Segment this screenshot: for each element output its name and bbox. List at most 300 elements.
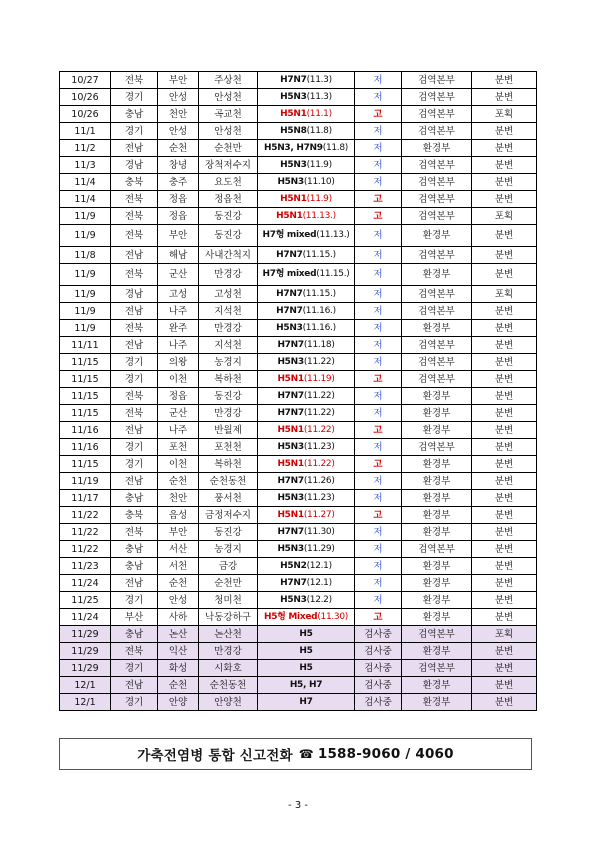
cell-date: 11/22 bbox=[60, 507, 111, 524]
cell-agency: 검역본부 bbox=[402, 247, 472, 264]
detection-date: (11.9) bbox=[306, 159, 332, 170]
cell-site: 곡교천 bbox=[199, 106, 258, 123]
cell-province: 충남 bbox=[111, 490, 158, 507]
table-row bbox=[60, 89, 537, 106]
detection-date: (12.2) bbox=[306, 594, 332, 605]
cell-strain bbox=[258, 643, 355, 660]
detection-date: (11.26) bbox=[303, 475, 335, 486]
table-row bbox=[60, 558, 537, 575]
cell-pathogenicity: 저 bbox=[355, 490, 402, 507]
cell-city: 완주 bbox=[158, 320, 199, 337]
cell-date: 11/9 bbox=[60, 225, 111, 247]
cell-pathogenicity: 고 bbox=[355, 507, 402, 524]
cell-date: 11/24 bbox=[60, 609, 111, 626]
cell-agency: 검역본부 bbox=[402, 191, 472, 208]
cell-city: 정읍 bbox=[158, 191, 199, 208]
table-row bbox=[60, 191, 537, 208]
cell-date: 11/2 bbox=[60, 140, 111, 157]
cell-method: 분변 bbox=[472, 677, 537, 694]
cell-date: 11/15 bbox=[60, 405, 111, 422]
strain-type: H5N3 bbox=[277, 176, 304, 187]
cell-date: 11/15 bbox=[60, 388, 111, 405]
table-row bbox=[60, 208, 537, 225]
detection-date: (11.8) bbox=[322, 142, 348, 153]
cell-method: 분변 bbox=[472, 264, 537, 286]
cell-strain bbox=[258, 541, 355, 558]
cell-method: 분변 bbox=[472, 225, 537, 247]
cell-agency: 환경부 bbox=[402, 592, 472, 609]
detection-date: (11.23) bbox=[303, 441, 335, 452]
cell-method: 포획 bbox=[472, 106, 537, 123]
cell-agency: 환경부 bbox=[402, 609, 472, 626]
report-hotline-box bbox=[59, 738, 532, 770]
cell-date: 11/29 bbox=[60, 660, 111, 677]
cell-date: 11/16 bbox=[60, 439, 111, 456]
strain-type: H5N3, H7N9 bbox=[264, 142, 323, 153]
cell-method: 분변 bbox=[472, 575, 537, 592]
cell-province: 전북 bbox=[111, 524, 158, 541]
cell-strain bbox=[258, 694, 355, 711]
cell-method: 포획 bbox=[472, 626, 537, 643]
cell-province: 전남 bbox=[111, 140, 158, 157]
cell-pathogenicity: 저 bbox=[355, 592, 402, 609]
cell-strain bbox=[258, 264, 355, 286]
cell-agency: 환경부 bbox=[402, 140, 472, 157]
table-row bbox=[60, 72, 537, 89]
detection-date: (11.15.) bbox=[316, 269, 350, 279]
table-row bbox=[60, 592, 537, 609]
cell-site: 낙동강하구 bbox=[199, 609, 258, 626]
cell-strain bbox=[258, 490, 355, 507]
strain-type: H7N7 bbox=[277, 407, 304, 418]
cell-method: 분변 bbox=[472, 191, 537, 208]
cell-pathogenicity: 저 bbox=[355, 286, 402, 303]
cell-pathogenicity: 고 bbox=[355, 609, 402, 626]
cell-site: 안양천 bbox=[199, 694, 258, 711]
cell-strain bbox=[258, 422, 355, 439]
cell-pathogenicity: 검사중 bbox=[355, 660, 402, 677]
detection-date: (11.13.) bbox=[316, 230, 350, 240]
cell-agency: 환경부 bbox=[402, 677, 472, 694]
cell-method: 분변 bbox=[472, 422, 537, 439]
strain-type: H5N1 bbox=[280, 193, 307, 204]
cell-strain bbox=[258, 592, 355, 609]
cell-city: 부안 bbox=[158, 225, 199, 247]
strain-type: H5형 Mixed bbox=[263, 611, 318, 622]
cell-city: 부안 bbox=[158, 524, 199, 541]
cell-date: 11/8 bbox=[60, 247, 111, 264]
table-row bbox=[60, 371, 537, 388]
table-row bbox=[60, 174, 537, 191]
table-row bbox=[60, 286, 537, 303]
hotline-label: 가축전염병 통합 신고전화 bbox=[137, 748, 293, 764]
cell-agency: 검역본부 bbox=[402, 660, 472, 677]
cell-date: 11/22 bbox=[60, 524, 111, 541]
cell-city: 익산 bbox=[158, 643, 199, 660]
cell-method: 분변 bbox=[472, 592, 537, 609]
cell-strain bbox=[258, 337, 355, 354]
cell-city: 의왕 bbox=[158, 354, 199, 371]
cell-method: 분변 bbox=[472, 405, 537, 422]
cell-province: 경기 bbox=[111, 439, 158, 456]
strain-type: H5 bbox=[299, 645, 313, 656]
strain-type: H5N3 bbox=[277, 492, 304, 503]
cell-agency: 검역본부 bbox=[402, 72, 472, 89]
cell-city: 서산 bbox=[158, 541, 199, 558]
cell-city: 고성 bbox=[158, 286, 199, 303]
strain-type: H5N1 bbox=[277, 458, 304, 469]
cell-city: 이천 bbox=[158, 371, 199, 388]
cell-site: 만경강 bbox=[199, 264, 258, 286]
cell-agency: 검역본부 bbox=[402, 626, 472, 643]
cell-pathogenicity: 저 bbox=[355, 473, 402, 490]
cell-city: 군산 bbox=[158, 405, 199, 422]
cell-date: 11/29 bbox=[60, 626, 111, 643]
cell-strain bbox=[258, 439, 355, 456]
cell-date: 11/15 bbox=[60, 371, 111, 388]
cell-city: 안성 bbox=[158, 89, 199, 106]
cell-city: 부안 bbox=[158, 72, 199, 89]
cell-strain bbox=[258, 174, 355, 191]
table-row bbox=[60, 337, 537, 354]
strain-type: H5N3 bbox=[276, 322, 303, 333]
cell-pathogenicity: 저 bbox=[355, 320, 402, 337]
cell-method: 분변 bbox=[472, 337, 537, 354]
cell-city: 순천 bbox=[158, 677, 199, 694]
cell-province: 전북 bbox=[111, 208, 158, 225]
cell-date: 11/9 bbox=[60, 208, 111, 225]
cell-site: 만경강 bbox=[199, 320, 258, 337]
cell-province: 경남 bbox=[111, 286, 158, 303]
avian-influenza-detection-table bbox=[59, 71, 537, 711]
cell-method: 분변 bbox=[472, 388, 537, 405]
cell-agency: 환경부 bbox=[402, 643, 472, 660]
cell-method: 포획 bbox=[472, 208, 537, 225]
hotline-numbers: 1588-9060 / 4060 bbox=[317, 746, 454, 762]
cell-agency: 환경부 bbox=[402, 405, 472, 422]
strain-type: H5N1 bbox=[277, 424, 304, 435]
cell-site: 정읍천 bbox=[199, 191, 258, 208]
cell-city: 안성 bbox=[158, 592, 199, 609]
cell-method: 분변 bbox=[472, 247, 537, 264]
table-row bbox=[60, 643, 537, 660]
table-row bbox=[60, 422, 537, 439]
cell-pathogenicity: 저 bbox=[355, 89, 402, 106]
table-row bbox=[60, 439, 537, 456]
cell-site: 안성천 bbox=[199, 89, 258, 106]
cell-agency: 환경부 bbox=[402, 473, 472, 490]
cell-date: 12/1 bbox=[60, 677, 111, 694]
cell-date: 11/15 bbox=[60, 456, 111, 473]
cell-method: 분변 bbox=[472, 72, 537, 89]
table-row bbox=[60, 225, 537, 247]
strain-type: H7N7 bbox=[277, 390, 304, 401]
cell-strain bbox=[258, 208, 355, 225]
cell-site: 순천동천 bbox=[199, 677, 258, 694]
detection-date: (11.16.) bbox=[302, 305, 336, 316]
cell-pathogenicity: 저 bbox=[355, 247, 402, 264]
table-row bbox=[60, 626, 537, 643]
cell-province: 전북 bbox=[111, 225, 158, 247]
cell-city: 음성 bbox=[158, 507, 199, 524]
cell-method: 분변 bbox=[472, 123, 537, 140]
cell-province: 충북 bbox=[111, 174, 158, 191]
detection-date: (11.9) bbox=[306, 193, 332, 204]
cell-site: 장척저수지 bbox=[199, 157, 258, 174]
cell-province: 충남 bbox=[111, 626, 158, 643]
cell-site: 복하천 bbox=[199, 456, 258, 473]
cell-method: 분변 bbox=[472, 490, 537, 507]
cell-province: 경남 bbox=[111, 157, 158, 174]
cell-site: 청미천 bbox=[199, 592, 258, 609]
cell-site: 논산천 bbox=[199, 626, 258, 643]
cell-pathogenicity: 저 bbox=[355, 541, 402, 558]
cell-city: 포천 bbox=[158, 439, 199, 456]
cell-agency: 검역본부 bbox=[402, 541, 472, 558]
cell-pathogenicity: 저 bbox=[355, 174, 402, 191]
table-row bbox=[60, 388, 537, 405]
cell-province: 경기 bbox=[111, 371, 158, 388]
cell-site: 고성천 bbox=[199, 286, 258, 303]
cell-site: 농경지 bbox=[199, 541, 258, 558]
strain-type: H7N7 bbox=[277, 526, 304, 537]
strain-type: H7N7 bbox=[276, 249, 303, 260]
cell-pathogenicity: 고 bbox=[355, 191, 402, 208]
strain-type: H7N7 bbox=[280, 577, 307, 588]
cell-province: 경기 bbox=[111, 592, 158, 609]
cell-site: 순천동천 bbox=[199, 473, 258, 490]
cell-date: 10/26 bbox=[60, 89, 111, 106]
cell-city: 순천 bbox=[158, 140, 199, 157]
table-row bbox=[60, 106, 537, 123]
cell-pathogenicity: 저 bbox=[355, 354, 402, 371]
cell-site: 동진강 bbox=[199, 388, 258, 405]
detection-date: (11.22) bbox=[303, 424, 335, 435]
cell-strain bbox=[258, 157, 355, 174]
detection-date: (11.18) bbox=[303, 339, 335, 350]
cell-pathogenicity: 저 bbox=[355, 225, 402, 247]
cell-strain bbox=[258, 354, 355, 371]
cell-method: 분변 bbox=[472, 320, 537, 337]
cell-province: 충남 bbox=[111, 541, 158, 558]
cell-site: 순천만 bbox=[199, 140, 258, 157]
cell-method: 분변 bbox=[472, 354, 537, 371]
cell-strain bbox=[258, 123, 355, 140]
cell-agency: 환경부 bbox=[402, 558, 472, 575]
cell-agency: 검역본부 bbox=[402, 106, 472, 123]
detection-date: (11.3) bbox=[306, 91, 332, 102]
cell-strain bbox=[258, 660, 355, 677]
detection-date: (11.22) bbox=[303, 356, 335, 367]
cell-pathogenicity: 고 bbox=[355, 371, 402, 388]
cell-agency: 환경부 bbox=[402, 490, 472, 507]
cell-strain bbox=[258, 507, 355, 524]
cell-date: 11/3 bbox=[60, 157, 111, 174]
cell-city: 이천 bbox=[158, 456, 199, 473]
strain-type: H5 bbox=[299, 662, 313, 673]
cell-date: 11/17 bbox=[60, 490, 111, 507]
table-row bbox=[60, 247, 537, 264]
cell-site: 농경지 bbox=[199, 354, 258, 371]
cell-date: 11/9 bbox=[60, 320, 111, 337]
cell-strain bbox=[258, 89, 355, 106]
cell-method: 분변 bbox=[472, 439, 537, 456]
cell-date: 11/11 bbox=[60, 337, 111, 354]
cell-strain bbox=[258, 225, 355, 247]
cell-site: 순천만 bbox=[199, 575, 258, 592]
detection-date: (12.1) bbox=[306, 577, 332, 588]
table-row bbox=[60, 123, 537, 140]
table-row bbox=[60, 694, 537, 711]
detection-date: (11.3) bbox=[306, 74, 332, 85]
cell-strain bbox=[258, 626, 355, 643]
cell-date: 11/4 bbox=[60, 174, 111, 191]
table-row bbox=[60, 575, 537, 592]
cell-province: 전북 bbox=[111, 388, 158, 405]
cell-agency: 검역본부 bbox=[402, 337, 472, 354]
cell-method: 분변 bbox=[472, 456, 537, 473]
cell-method: 분변 bbox=[472, 609, 537, 626]
cell-province: 충북 bbox=[111, 507, 158, 524]
cell-city: 사하 bbox=[158, 609, 199, 626]
cell-site: 요도천 bbox=[199, 174, 258, 191]
cell-site: 시화호 bbox=[199, 660, 258, 677]
cell-pathogenicity: 저 bbox=[355, 558, 402, 575]
cell-city: 안양 bbox=[158, 694, 199, 711]
cell-province: 전남 bbox=[111, 303, 158, 320]
cell-method: 분변 bbox=[472, 371, 537, 388]
strain-type: H5N3 bbox=[280, 594, 307, 605]
table-row bbox=[60, 660, 537, 677]
cell-strain bbox=[258, 456, 355, 473]
cell-province: 전남 bbox=[111, 337, 158, 354]
cell-site: 사내간척지 bbox=[199, 247, 258, 264]
cell-method: 분변 bbox=[472, 643, 537, 660]
cell-city: 정읍 bbox=[158, 388, 199, 405]
cell-site: 만경강 bbox=[199, 405, 258, 422]
cell-agency: 환경부 bbox=[402, 264, 472, 286]
cell-date: 11/9 bbox=[60, 303, 111, 320]
detection-date: (11.8) bbox=[306, 125, 332, 136]
cell-pathogenicity: 검사중 bbox=[355, 677, 402, 694]
cell-strain bbox=[258, 286, 355, 303]
strain-type: H5N8 bbox=[280, 125, 307, 136]
table-row bbox=[60, 264, 537, 286]
cell-site: 반월제 bbox=[199, 422, 258, 439]
cell-strain bbox=[258, 371, 355, 388]
cell-agency: 검역본부 bbox=[402, 354, 472, 371]
cell-strain bbox=[258, 473, 355, 490]
table-row bbox=[60, 609, 537, 626]
cell-date: 11/24 bbox=[60, 575, 111, 592]
table-row bbox=[60, 303, 537, 320]
cell-date: 11/9 bbox=[60, 264, 111, 286]
cell-strain bbox=[258, 72, 355, 89]
cell-date: 11/23 bbox=[60, 558, 111, 575]
cell-date: 11/22 bbox=[60, 541, 111, 558]
cell-site: 지석천 bbox=[199, 303, 258, 320]
cell-province: 전북 bbox=[111, 643, 158, 660]
cell-agency: 검역본부 bbox=[402, 89, 472, 106]
cell-site: 지석천 bbox=[199, 337, 258, 354]
detection-date: (11.16.) bbox=[302, 322, 336, 333]
cell-method: 분변 bbox=[472, 140, 537, 157]
cell-site: 동진강 bbox=[199, 208, 258, 225]
detection-date: (12.1) bbox=[306, 560, 332, 571]
cell-agency: 검역본부 bbox=[402, 303, 472, 320]
cell-method: 분변 bbox=[472, 541, 537, 558]
cell-city: 논산 bbox=[158, 626, 199, 643]
detection-date: (11.19) bbox=[303, 373, 335, 384]
cell-province: 충남 bbox=[111, 558, 158, 575]
cell-pathogenicity: 저 bbox=[355, 388, 402, 405]
cell-province: 경기 bbox=[111, 456, 158, 473]
cell-city: 화성 bbox=[158, 660, 199, 677]
cell-pathogenicity: 저 bbox=[355, 264, 402, 286]
cell-province: 경기 bbox=[111, 123, 158, 140]
cell-agency: 환경부 bbox=[402, 575, 472, 592]
cell-date: 11/16 bbox=[60, 422, 111, 439]
cell-agency: 검역본부 bbox=[402, 174, 472, 191]
detection-date: (11.29) bbox=[303, 543, 335, 554]
cell-strain bbox=[258, 106, 355, 123]
cell-agency: 검역본부 bbox=[402, 286, 472, 303]
cell-agency: 환경부 bbox=[402, 507, 472, 524]
cell-city: 천안 bbox=[158, 490, 199, 507]
cell-pathogenicity: 저 bbox=[355, 157, 402, 174]
cell-agency: 환경부 bbox=[402, 225, 472, 247]
cell-pathogenicity: 검사중 bbox=[355, 694, 402, 711]
cell-province: 충남 bbox=[111, 106, 158, 123]
strain-type: H5N1 bbox=[277, 373, 304, 384]
cell-pathogenicity: 저 bbox=[355, 405, 402, 422]
cell-date: 10/27 bbox=[60, 72, 111, 89]
table-row bbox=[60, 524, 537, 541]
cell-agency: 환경부 bbox=[402, 524, 472, 541]
cell-province: 전북 bbox=[111, 320, 158, 337]
cell-agency: 환경부 bbox=[402, 388, 472, 405]
page-number: - 3 - bbox=[288, 800, 308, 811]
cell-pathogenicity: 저 bbox=[355, 72, 402, 89]
cell-date: 11/9 bbox=[60, 286, 111, 303]
cell-province: 전남 bbox=[111, 473, 158, 490]
detection-date: (11.22) bbox=[303, 458, 335, 469]
cell-strain bbox=[258, 677, 355, 694]
cell-date: 11/29 bbox=[60, 643, 111, 660]
cell-pathogenicity: 검사중 bbox=[355, 643, 402, 660]
cell-date: 12/1 bbox=[60, 694, 111, 711]
strain-type: H5 bbox=[299, 628, 313, 639]
table-row bbox=[60, 140, 537, 157]
cell-site: 주상천 bbox=[199, 72, 258, 89]
cell-method: 분변 bbox=[472, 157, 537, 174]
strain-type: H5N1 bbox=[276, 210, 303, 221]
cell-city: 순천 bbox=[158, 575, 199, 592]
cell-method: 포획 bbox=[472, 286, 537, 303]
detection-date: (11.30) bbox=[303, 526, 335, 537]
table-row bbox=[60, 354, 537, 371]
cell-province: 전북 bbox=[111, 72, 158, 89]
telephone-icon: ☎ bbox=[298, 747, 314, 761]
cell-agency: 환경부 bbox=[402, 320, 472, 337]
cell-city: 순천 bbox=[158, 473, 199, 490]
cell-agency: 검역본부 bbox=[402, 208, 472, 225]
cell-date: 11/15 bbox=[60, 354, 111, 371]
strain-type: H7형 mixed bbox=[262, 269, 317, 279]
cell-strain bbox=[258, 405, 355, 422]
cell-city: 천안 bbox=[158, 106, 199, 123]
cell-date: 11/4 bbox=[60, 191, 111, 208]
